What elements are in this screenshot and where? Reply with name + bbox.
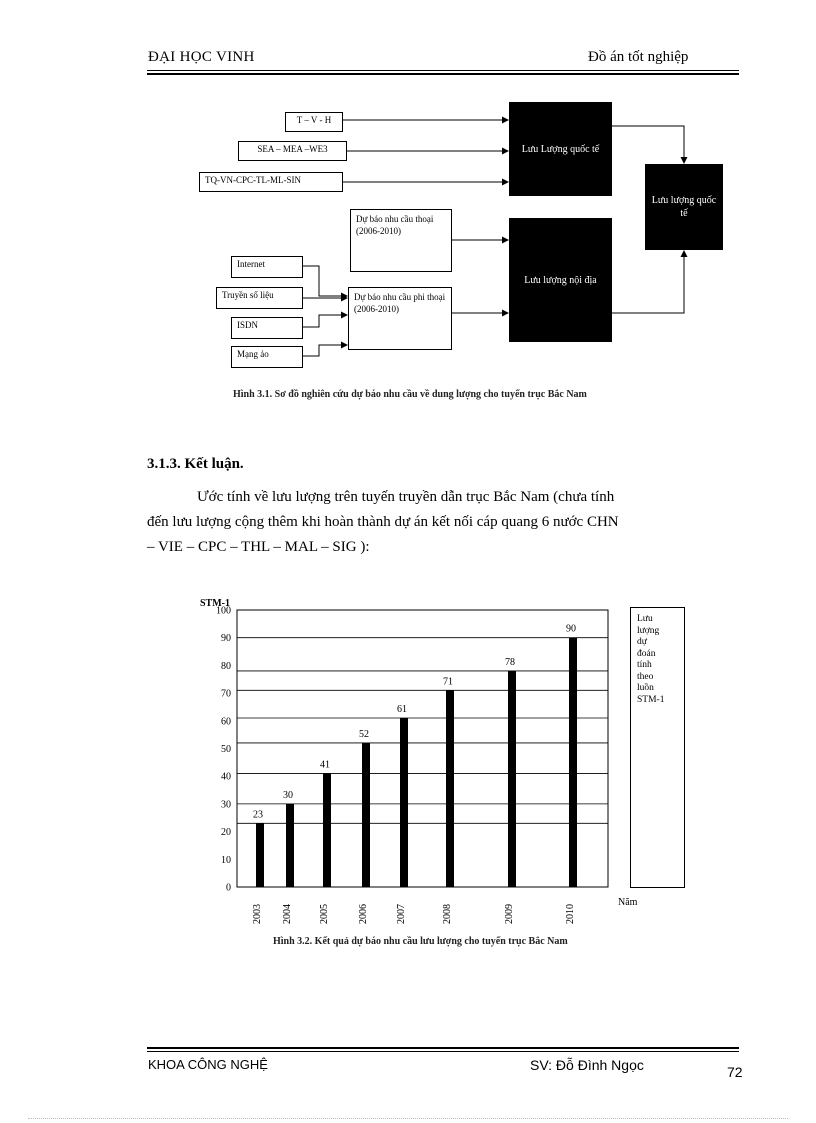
y-tick-label: 10 (221, 854, 231, 866)
input-virtual-network: Mạng ảo (231, 346, 303, 368)
input-sea-mea-we3: SEA – MEA –WE3 (238, 141, 347, 161)
legend-line: dự (637, 637, 647, 647)
x-tick-label: 2010 (565, 904, 576, 924)
bar-2008 (446, 690, 454, 887)
x-tick-label: 2003 (252, 904, 263, 924)
bar-value-label: 71 (443, 676, 453, 688)
bar-value-label: 78 (505, 656, 515, 668)
x-tick-label: 2005 (319, 904, 330, 924)
legend-line: Lưu (637, 614, 653, 624)
bar-value-label: 30 (283, 789, 293, 801)
forecast-voice-box: Dự báo nhu cầu thoại (2006-2010) (350, 209, 452, 272)
input-tq-vn-cpc: TQ-VN-CPC-TL-ML-SIN (199, 172, 343, 192)
y-tick-label: 50 (221, 744, 231, 755)
y-tick-label: 0 (226, 882, 231, 894)
input-isdn: ISDN (231, 317, 303, 339)
bar-value-label: 23 (253, 809, 263, 821)
page-number: 72 (727, 1064, 743, 1080)
bar-2005 (323, 773, 331, 887)
figure-3-2-caption: Hình 3.2. Kết quả dự báo nhu cầu lưu lượng cho tuyến trục Bắc Nam (273, 936, 568, 947)
forecast-nonvoice-box: Dự báo nhu cầu phi thoại (2006-2010) (348, 287, 452, 350)
bar-value-label: 41 (320, 759, 330, 771)
arrow-internet (303, 266, 347, 296)
y-tick-label: 70 (221, 688, 231, 700)
y-tick-label: 80 (221, 660, 231, 672)
chart-legend-box (630, 607, 685, 888)
x-tick-label: 2009 (504, 904, 515, 924)
arrow-intl-to-total (612, 126, 684, 163)
paragraph-line-3: – VIE – CPC – THL – MAL – SIG ): (147, 539, 370, 555)
bar-value-label: 61 (397, 704, 407, 716)
legend-line: tính (637, 660, 652, 670)
y-tick-label: 60 (221, 716, 231, 728)
paragraph-line-2: đến lưu lượng cộng thêm khi hoàn thành dự án kết nối cáp quang 6 nước CHN (147, 514, 619, 530)
input-tvh: T – V - H (285, 112, 343, 132)
legend-line: đoán (637, 648, 656, 659)
footer-rule-1 (147, 1047, 739, 1049)
x-tick-label: 2008 (442, 904, 453, 924)
paragraph-line-1: Ước tính về lưu lượng trên tuyến truyền dẫn trục Bắc Nam (chưa tính (197, 489, 615, 505)
y-tick-label: 100 (216, 605, 231, 617)
page-bottom-border (28, 1118, 788, 1119)
header-institution: ĐẠI HỌC VINH (148, 49, 255, 65)
total-intl-traffic-box: Lưu lượng quốc tế (645, 164, 723, 250)
figure-3-1-caption: Hình 3.1. Sơ đồ nghiên cứu dự báo nhu cầu về dung lượng cho tuyến trục Bắc Nam (233, 389, 587, 400)
bar-value-label: 90 (566, 623, 576, 635)
legend-line: theo (637, 671, 654, 682)
header-document-type: Đồ án tốt nghiệp (588, 49, 689, 65)
x-tick-label: 2007 (396, 904, 407, 924)
x-tick-label: 2004 (282, 904, 293, 924)
arrow-isdn (303, 315, 347, 327)
section-title: 3.1.3. Kết luận. (147, 456, 244, 472)
input-internet: Internet (231, 256, 303, 278)
footer-faculty: KHOA CÔNG NGHỆ (148, 1057, 268, 1072)
footer-rule-2 (147, 1051, 739, 1052)
bar-2010 (569, 638, 577, 887)
y-tick-label: 30 (221, 799, 231, 811)
bar-2003 (256, 823, 264, 887)
arrow-vpn (303, 345, 347, 356)
bar-2004 (286, 804, 294, 887)
intl-traffic-box: Lưu Lượng quốc tế (509, 102, 612, 196)
y-tick-label: 40 (221, 771, 231, 783)
x-tick-label: 2006 (358, 904, 369, 924)
legend-line: lượng (637, 625, 660, 636)
bar-2006 (362, 743, 370, 887)
y-tick-label: 90 (221, 633, 231, 645)
y-tick-label: 20 (221, 827, 231, 839)
forecast-bar-chart (180, 590, 650, 950)
y-axis-label: STM-1 (200, 598, 230, 609)
bar-2009 (508, 671, 516, 887)
bar-2007 (400, 718, 408, 887)
bar-value-label: 52 (359, 728, 369, 740)
footer-student: SV: Đỗ Đình Ngọc (530, 1057, 644, 1073)
input-data-transmission: Truyền số liệu (216, 287, 303, 309)
x-axis-label: Năm (618, 897, 638, 908)
arrow-domestic-to-total (612, 251, 684, 313)
domestic-traffic-box: Lưu lượng nội địa (509, 218, 612, 342)
legend-line: luồn (637, 683, 654, 693)
legend-line: STM-1 (637, 694, 665, 705)
